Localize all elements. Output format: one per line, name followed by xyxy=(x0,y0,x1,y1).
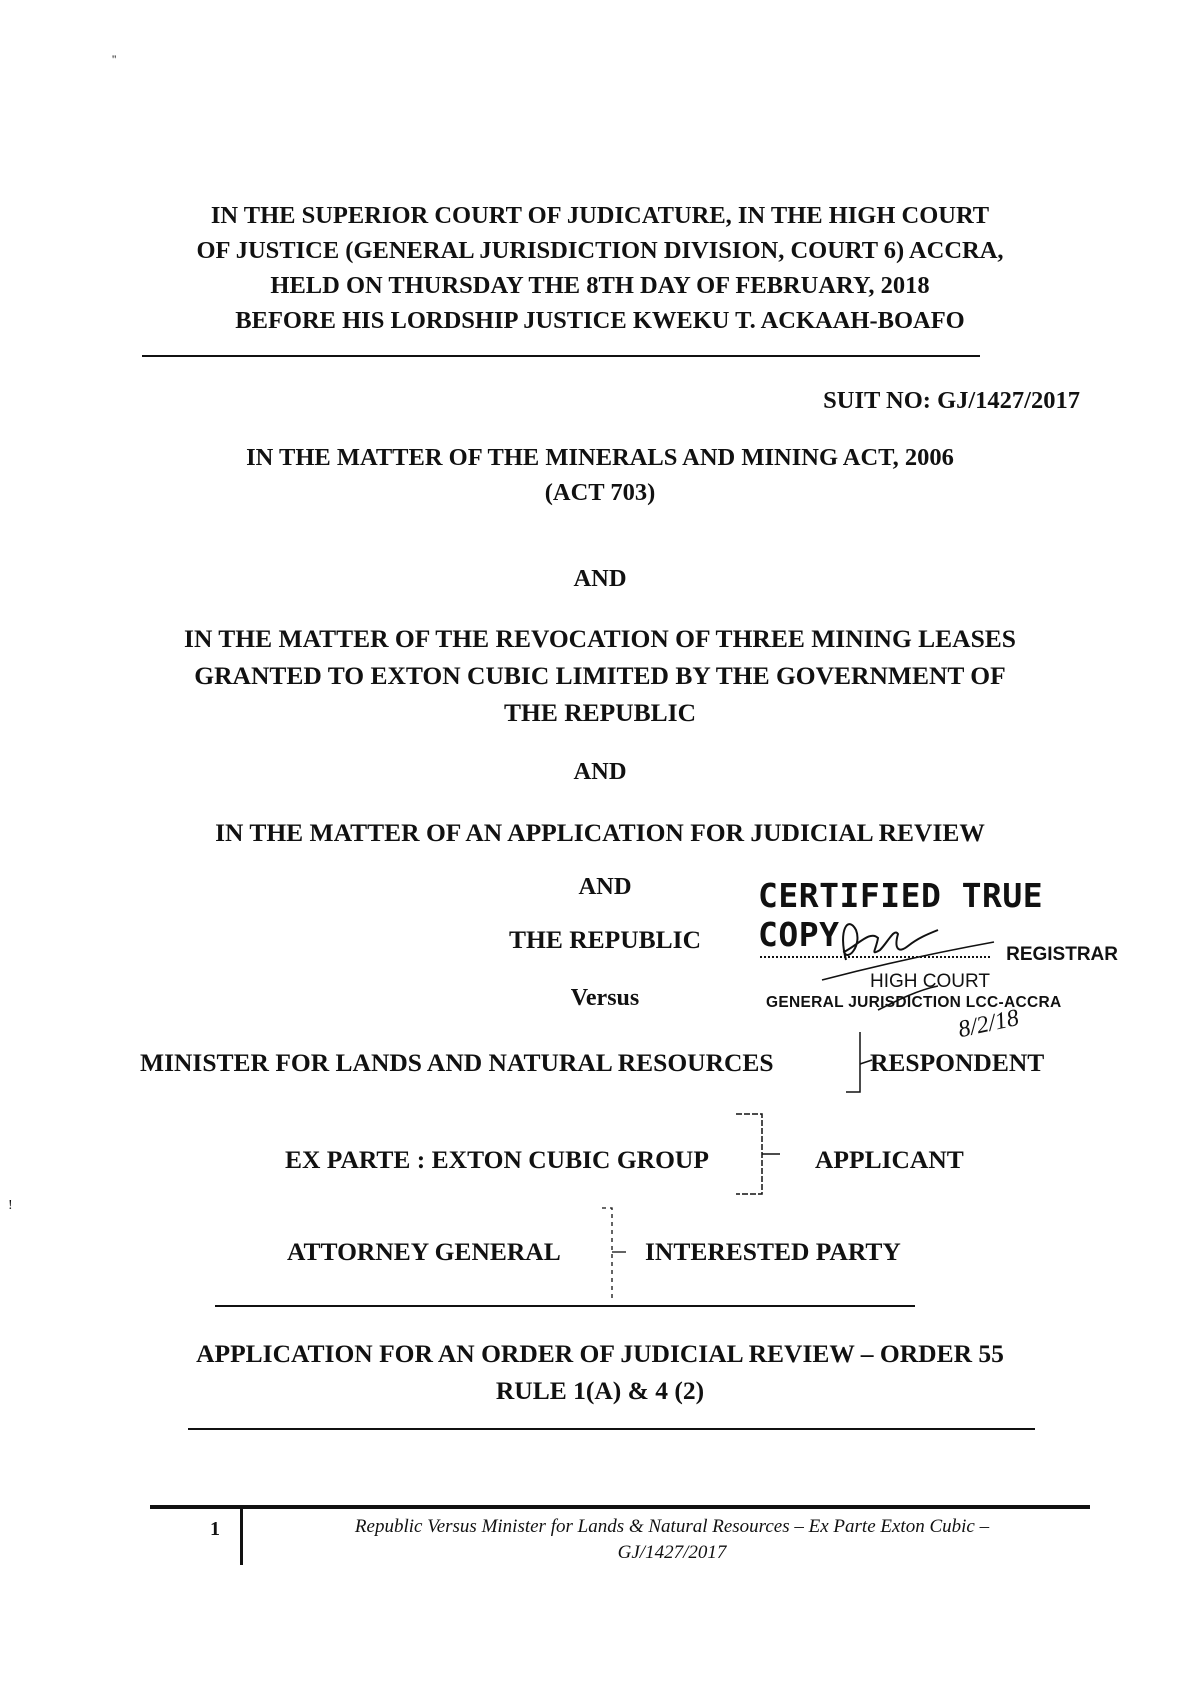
matter-revocation-line: IN THE MATTER OF THE REVOCATION OF THREE MINING LEASES xyxy=(184,624,1016,653)
matter-revocation xyxy=(120,620,1080,731)
running-footer-line: Republic Versus Minister for Lands & Natural Resources – Ex Parte Exton Cubic – xyxy=(354,1516,990,1537)
application-title-line: RULE 1(A) & 4 (2) xyxy=(495,1376,705,1405)
suit-number: SUIT NO: GJ/1427/2017 xyxy=(823,387,1080,414)
versus-label: Versus xyxy=(570,985,640,1011)
matter-revocation-line: THE REPUBLIC xyxy=(504,698,696,727)
running-footer-line: GJ/1427/2017 xyxy=(617,1542,727,1563)
and-label: AND xyxy=(578,873,632,900)
header-line: BEFORE HIS LORDSHIP JUSTICE KWEKU T. ACKAAH-BOAFO xyxy=(235,307,965,334)
and-label: AND xyxy=(573,565,627,592)
respondent-name: MINISTER FOR LANDS AND NATURAL RESOURCES xyxy=(140,1048,774,1077)
applicant-role: APPLICANT xyxy=(815,1145,964,1174)
interested-name: ATTORNEY GENERAL xyxy=(287,1237,561,1266)
application-title-line: APPLICATION FOR AN ORDER OF JUDICIAL REVIEW – ORDER 55 xyxy=(196,1339,1004,1368)
matter-review: IN THE MATTER OF AN APPLICATION FOR JUDICIAL REVIEW xyxy=(215,818,985,847)
footer-rule xyxy=(150,1505,1090,1509)
running-footer xyxy=(262,1514,1082,1566)
certified-stamp xyxy=(758,876,1120,1044)
stamp-date: 8/2/18 xyxy=(955,1004,1022,1044)
the-republic: THE REPUBLIC xyxy=(509,925,701,954)
header-line: HELD ON THURSDAY THE 8TH DAY OF FEBRUARY, 2018 xyxy=(270,272,930,299)
stamp-registrar: REGISTRAR xyxy=(1006,944,1118,965)
footer-vertical-rule xyxy=(240,1509,243,1565)
stamp-title: CERTIFIED TRUE COPY xyxy=(758,876,1044,954)
header-line: OF JUSTICE (GENERAL JURISDICTION DIVISION, COURT 6) ACCRA, xyxy=(196,237,1004,264)
stamp-high-court: HIGH COURT xyxy=(870,971,990,992)
application-title xyxy=(120,1335,1080,1409)
interested-bracket-icon xyxy=(598,1204,638,1304)
applicant-name: EX PARTE : EXTON CUBIC GROUP xyxy=(285,1145,709,1174)
parties-divider xyxy=(215,1305,915,1307)
header-line: IN THE SUPERIOR COURT OF JUDICATURE, IN THE HIGH COURT xyxy=(210,202,990,229)
matter-revocation-line: GRANTED TO EXTON CUBIC LIMITED BY THE GOVERNMENT OF xyxy=(194,661,1006,690)
page-number: 1 xyxy=(210,1518,220,1540)
court-header xyxy=(120,198,1080,338)
title-divider xyxy=(188,1428,1035,1430)
matter-minerals xyxy=(150,440,1050,510)
respondent-role: RESPONDENT xyxy=(870,1048,1045,1077)
header-divider xyxy=(142,355,980,357)
and-label: AND xyxy=(573,758,627,785)
matter-minerals-line: IN THE MATTER OF THE MINERALS AND MINING ACT, 2006 xyxy=(246,444,954,471)
matter-minerals-line: (ACT 703) xyxy=(544,479,656,506)
margin-mark: ! xyxy=(8,1198,13,1213)
respondent-bracket-icon xyxy=(840,1030,874,1100)
corner-mark: '' xyxy=(112,52,117,66)
applicant-bracket-icon xyxy=(730,1110,800,1200)
interested-role: INTERESTED PARTY xyxy=(645,1237,901,1266)
stamp-jurisdiction: GENERAL JURISDICTION LCC-ACCRA xyxy=(766,994,1062,1011)
